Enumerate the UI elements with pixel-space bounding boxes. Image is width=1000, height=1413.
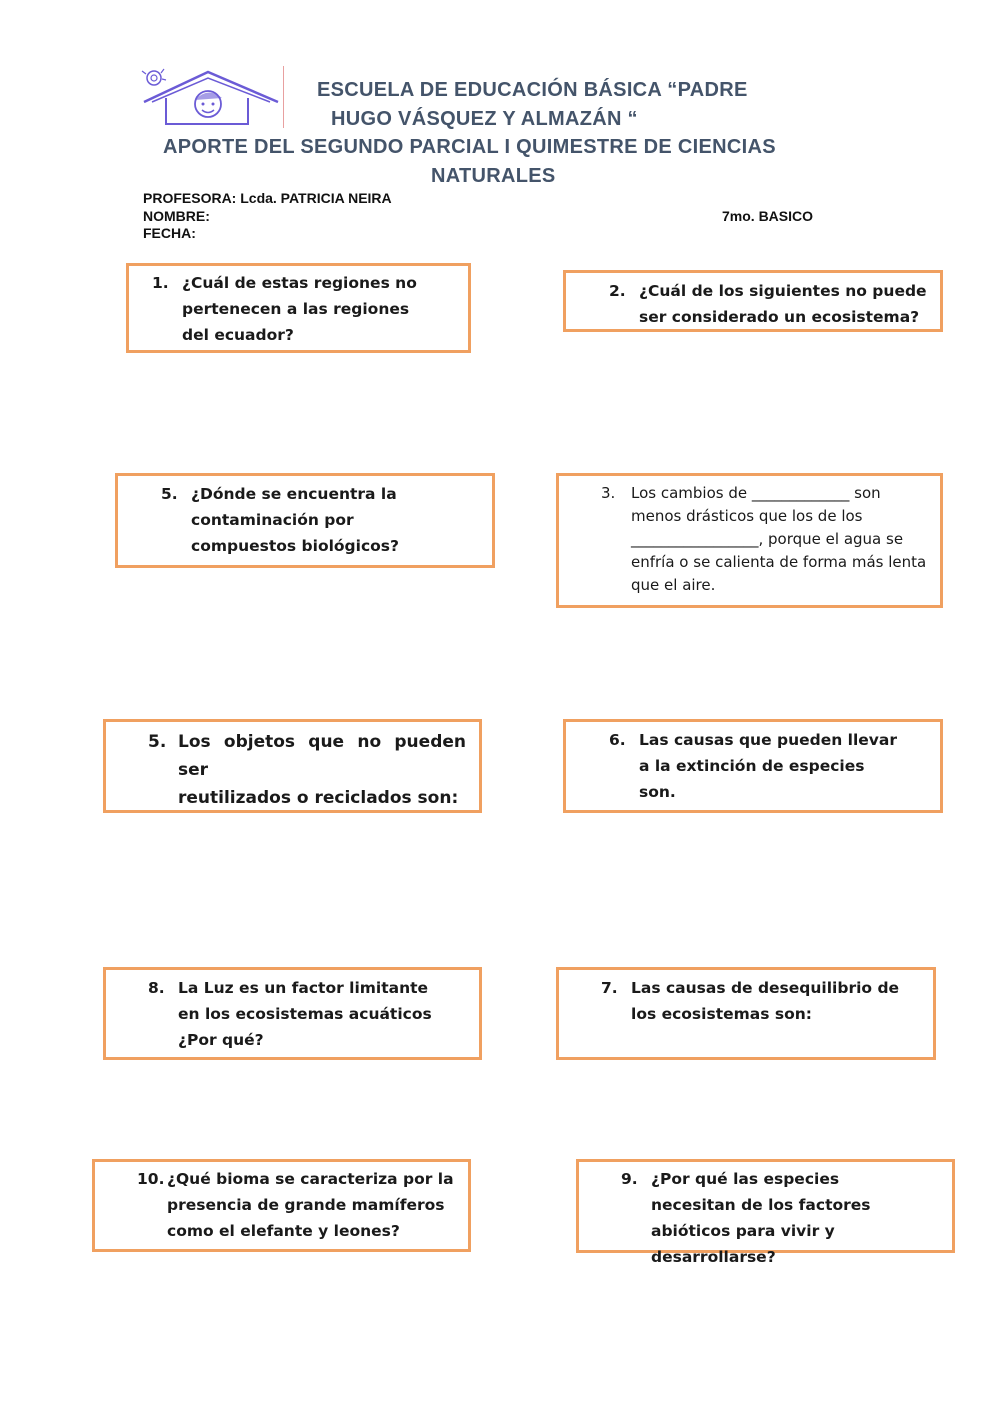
name-label: NOMBRE:: [143, 208, 210, 224]
question-number: 2.: [609, 282, 626, 300]
question-number: 7.: [601, 979, 618, 997]
logo-divider: [283, 66, 284, 128]
question-number: 3.: [601, 484, 616, 502]
question-10: [137, 1166, 467, 1244]
question-text: ¿Por qué las especies necesitan de los factores abióticos para vivir y desarrollarse?: [651, 1170, 871, 1266]
question-3-line: enfría o se calienta de forma más lenta: [631, 553, 927, 571]
school-title-line2: HUGO VÁSQUEZ Y ALMAZÁN “: [331, 108, 638, 130]
question-text: ¿Qué bioma se caracteriza por la presencia de grande mamíferos como el elefante y leones?: [167, 1170, 454, 1240]
question-3-line: que el aire.: [631, 576, 716, 594]
question-7: [601, 975, 901, 1027]
question-number: 9.: [621, 1170, 638, 1188]
question-number: 1.: [152, 274, 169, 292]
question-5b-line: Los objetos que no pueden ser: [178, 732, 466, 780]
question-5a: [161, 481, 461, 559]
question-number: 10.: [137, 1170, 165, 1188]
question-5b-line: reutilizados o reciclados son:: [178, 788, 459, 808]
question-3-line: menos drásticos que los de los: [631, 507, 863, 525]
question-text: Las causas de desequilibrio de los ecosistemas son:: [631, 979, 900, 1023]
question-number: 5.: [161, 485, 178, 503]
question-number: 5.: [148, 732, 167, 752]
question-text: Las causas que pueden llevar a la extinción de especies son.: [639, 731, 898, 801]
exam-title-line2: NATURALES: [431, 165, 556, 187]
question-text: La Luz es un factor limitante en los ecosistemas acuáticos ¿Por qué?: [178, 979, 432, 1049]
question-text: ¿Dónde se encuentra la contaminación por compuestos biológicos?: [191, 485, 400, 555]
teacher-label: PROFESORA: Lcda. PATRICIA NEIRA: [143, 190, 392, 206]
question-3: [601, 482, 931, 597]
question-text: [178, 728, 466, 812]
question-text: [631, 482, 931, 597]
question-3-line: Los cambios de _____________ son: [631, 484, 881, 502]
question-3-line: _________________, porque el agua se: [631, 530, 904, 548]
question-number: 6.: [609, 731, 626, 749]
question-2: [609, 278, 927, 330]
exam-title-line1: APORTE DEL SEGUNDO PARCIAL I QUIMESTRE DE CIENCIAS: [163, 136, 776, 158]
grade-label: 7mo. BASICO: [722, 208, 814, 224]
question-text: ¿Cuál de estas regiones no pertenecen a las regiones del ecuador?: [182, 274, 417, 344]
date-label: FECHA:: [143, 225, 196, 241]
school-title-line1: ESCUELA DE EDUCACIÓN BÁSICA “PADRE: [317, 79, 748, 101]
question-6: [609, 727, 899, 805]
school-logo: [136, 66, 286, 130]
question-8: [148, 975, 453, 1053]
question-number: 8.: [148, 979, 165, 997]
question-5b: [148, 728, 466, 812]
question-text: ¿Cuál de los siguientes no puede ser considerado un ecosistema?: [639, 282, 927, 326]
question-9: [621, 1166, 921, 1270]
question-1: [152, 270, 437, 348]
